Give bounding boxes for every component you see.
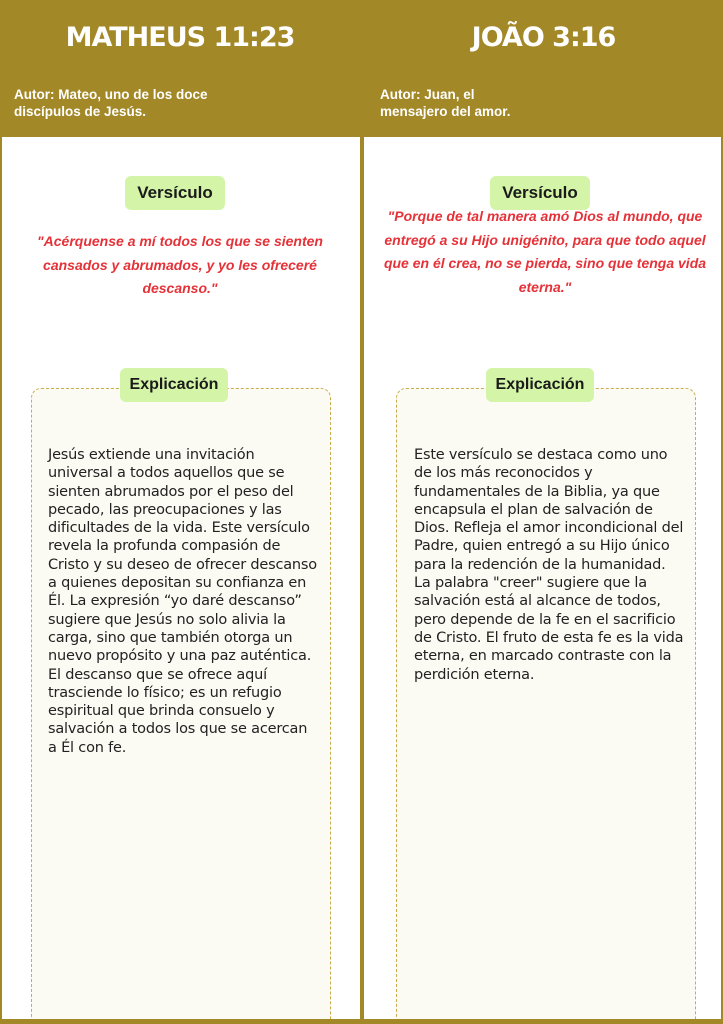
left-author: Autor: Mateo, uno de los doce discípulos de Jesús. <box>14 87 208 119</box>
bottom-border <box>0 1019 723 1024</box>
right-header <box>364 0 723 137</box>
center-divider <box>360 0 364 1024</box>
left-title: MATHEUS 11:23 <box>65 22 295 53</box>
left-header <box>0 0 360 137</box>
left-verse-label: Versículo <box>125 176 225 210</box>
right-verse-text: "Porque de tal manera amó Dios al mundo, que entregó a su Hijo unigénito, para que todo aquel que en él crea, no se pierda, sino que tenga vida eterna." <box>383 208 707 295</box>
left-verse-text: "Acérquense a mí todos los que se sienten cansados y abrumados, y yo les ofreceré descanso." <box>37 233 323 296</box>
left-explanation-text: Jesús extiende una invitación universal a todos aquellos que se sienten abrumados por el peso del pecado, las preocupaciones y las dificultades de la vida. Este versículo revela la profunda compasión de Cristo y su deseo de ofrecer descanso a quienes depositan su confianza en Él. La expresión “yo daré descanso” sugiere que Jesús no solo alivia la carga, sino que también otorga un nuevo propósito y una paz auténtica. El descanso que se ofrece aquí trasciende lo físico; es un refugio espiritual que brinda consuelo y salvación a todos los que se acercan a Él con fe. <box>48 447 317 756</box>
right-explanation-text: Este versículo se destaca como uno de los más reconocidos y fundamentales de la Biblia, ya que encapsula el plan de salvación de Dios. Refleja el amor incondicional del Padre, quien entregó a su Hijo único para la redención de la humanidad. La palabra "creer" sugiere que la salvación está al alcance de todos, pero depende de la fe en el sacrificio de Cristo. El fruto de esta fe es la vida eterna, en marcado contraste con la perdición eterna. <box>414 447 684 683</box>
left-column <box>0 0 360 1024</box>
right-verse-label: Versículo <box>490 176 590 210</box>
left-border <box>0 0 2 1024</box>
right-explanation-label: Explicación <box>486 368 594 402</box>
right-column <box>364 0 723 1024</box>
left-explanation-label: Explicación <box>120 368 228 402</box>
right-title: JOÃO 3:16 <box>471 22 616 53</box>
right-author: Autor: Juan, el mensajero del amor. <box>380 87 511 119</box>
